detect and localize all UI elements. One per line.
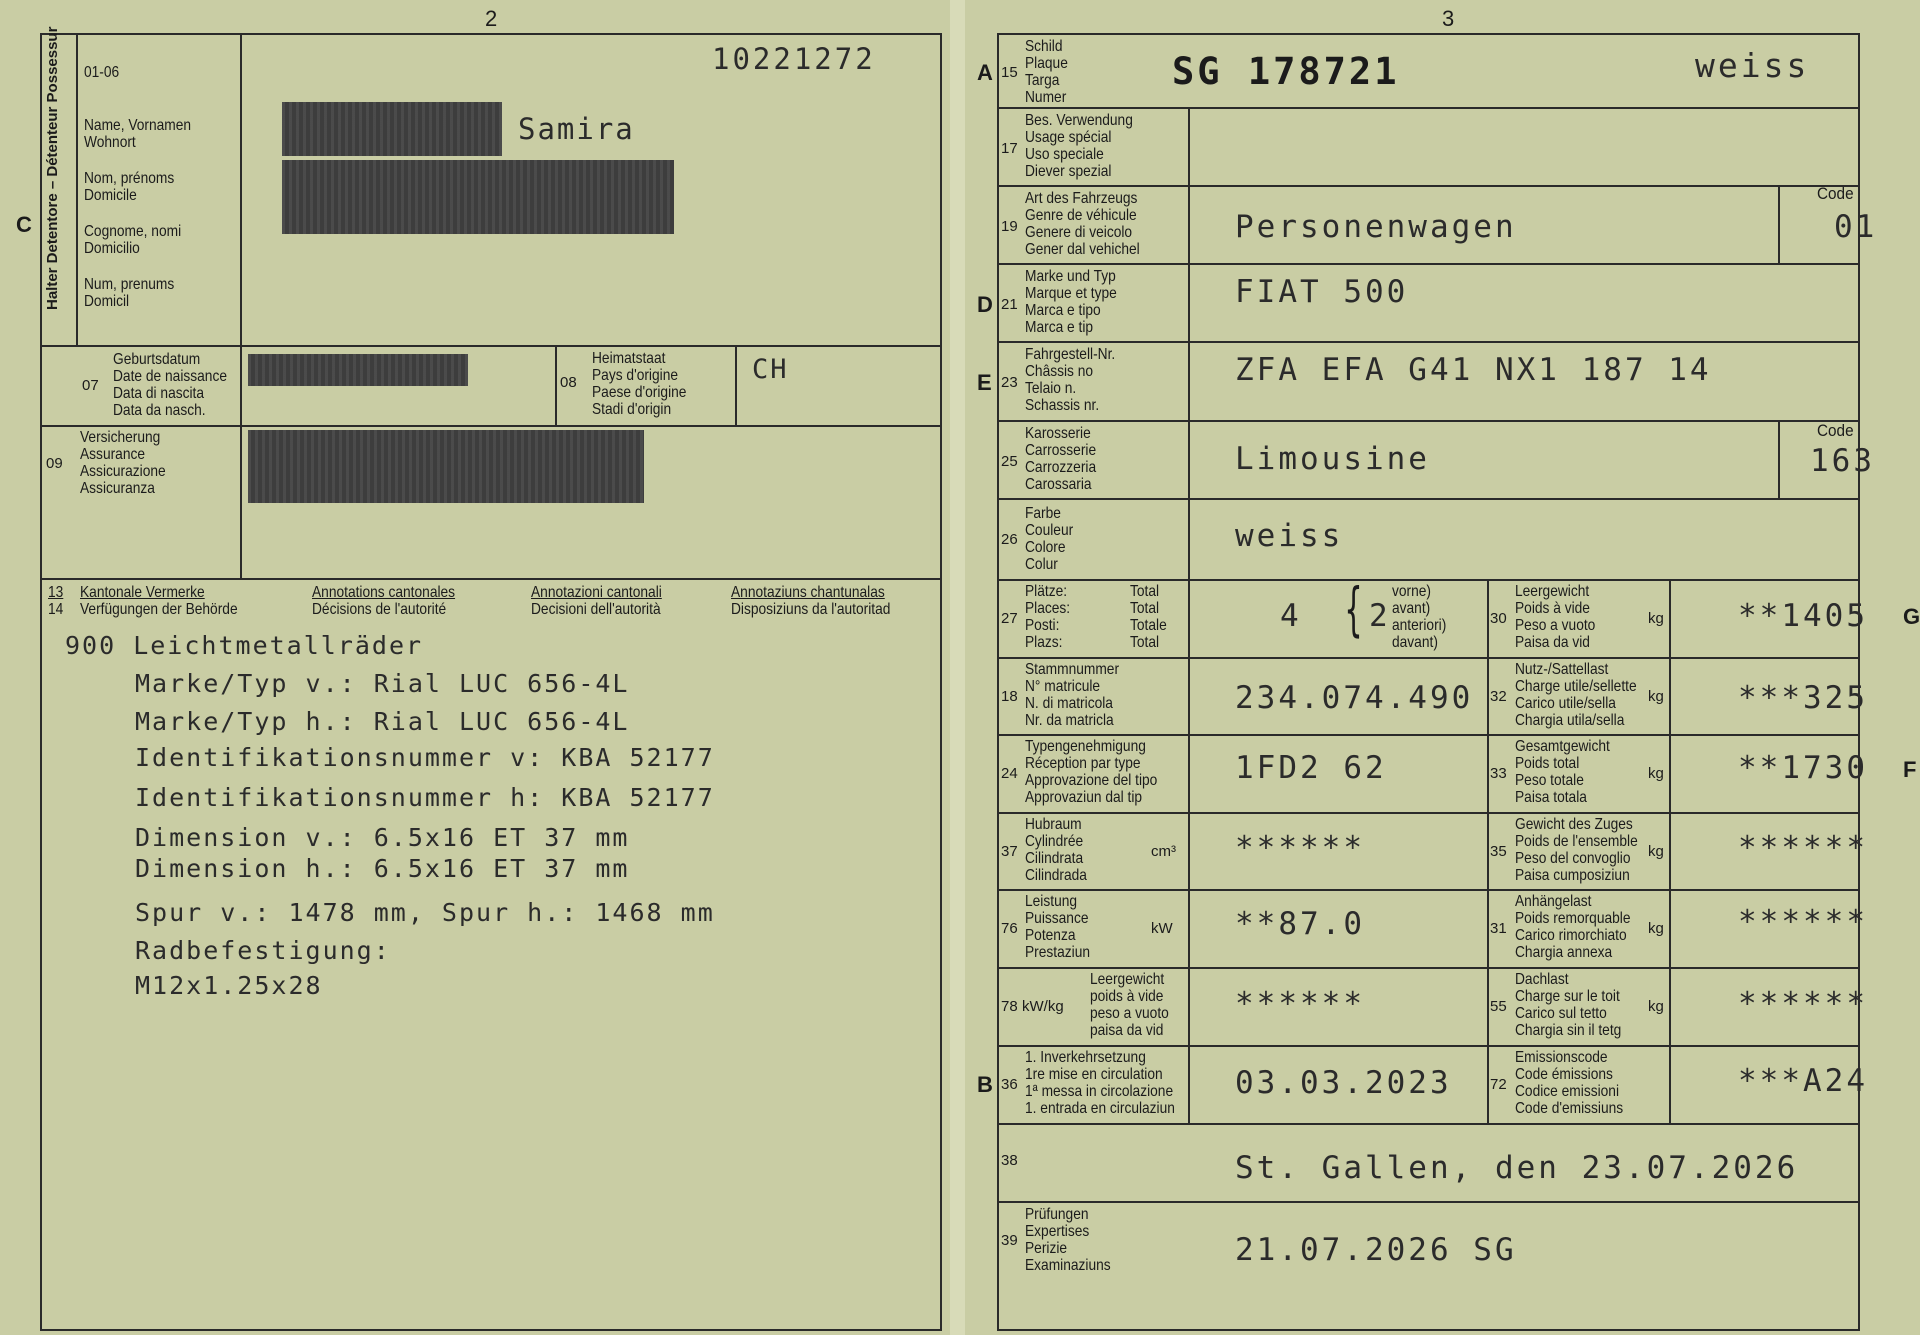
field-no-32: 32	[1490, 688, 1507, 705]
plate-color: weiss	[1695, 46, 1810, 85]
remarks-line: Dimension h.: 6.5x16 ET 37 mm	[135, 854, 630, 883]
field-no-30: 30	[1490, 610, 1507, 627]
side-letter-c: C	[16, 212, 32, 237]
field-no-18: 18	[1001, 688, 1018, 705]
vehicle-kind-value: Personenwagen	[1235, 209, 1517, 245]
insurance-labels: Versicherung Assurance Assicurazione Assicuranza	[80, 429, 166, 497]
trailer-load-value: ******	[1738, 904, 1868, 940]
first-registration-value: 03.03.2023	[1235, 1065, 1452, 1101]
total-weight-value: **1730	[1738, 750, 1868, 786]
letter-f: F	[1903, 757, 1917, 782]
field-no-76: 76	[1001, 920, 1018, 937]
right-page	[965, 0, 1920, 1335]
trailer-load-labels: Anhängelast Poids remorquable Carico rimorchiato Chargia annexa	[1515, 893, 1631, 961]
inspections-value: 21.07.2026 SG	[1235, 1232, 1517, 1268]
vehicle-kind-labels: Art des Fahrzeugs Genre de véhicule Genere di veicolo Gener dal vehichel	[1025, 190, 1140, 258]
kw-per-kg-unit: kW/kg	[1022, 998, 1064, 1015]
remarks-numbers: 13 14	[48, 584, 64, 618]
field-no-55: 55	[1490, 998, 1507, 1015]
emission-code-value: ***A24	[1738, 1063, 1868, 1099]
roof-load-unit: kg	[1648, 998, 1664, 1015]
page-number-left: 2	[485, 6, 498, 31]
vehicle-kind-code-label: Code	[1817, 184, 1854, 203]
letter-d: D	[977, 292, 993, 317]
total-weight-unit: kg	[1648, 765, 1664, 782]
field-no-72: 72	[1490, 1076, 1507, 1093]
seats-brace: {	[1344, 575, 1363, 643]
remarks-col-fr: Annotations cantonales Décisions de l'autorité	[312, 584, 456, 618]
plate-number: SG 178721	[1172, 50, 1400, 93]
chassis-number: ZFA EFA G41 NX1 187 14	[1235, 352, 1712, 388]
remarks-line: Radbefestigung:	[135, 936, 391, 965]
chassis-labels: Fahrgestell-Nr. Châssis no Telaio n. Schassis nr.	[1025, 346, 1116, 414]
remarks-col-de: Kantonale Vermerke Verfügungen der Behörde	[80, 584, 238, 618]
seats-total-labels: Total Total Totale Total	[1130, 583, 1167, 651]
inspections-labels: Prüfungen Expertises Perizie Examinaziuns	[1025, 1206, 1111, 1274]
plate-labels: Schild Plaque Targa Numer	[1025, 38, 1068, 106]
field-no-78: 78	[1001, 998, 1018, 1015]
color-value: weiss	[1235, 518, 1344, 554]
payload-unit: kg	[1648, 688, 1664, 705]
seats-labels: Plätze: Places: Posti: Plazs:	[1025, 583, 1071, 651]
first-registration-labels: 1. Inverkehrsetzung 1re mise en circulation 1ª messa in circolazione 1. entrada en circulaziun	[1025, 1049, 1175, 1117]
body-labels: Karosserie Carrosserie Carrozzeria Carossaria	[1025, 425, 1097, 493]
letter-b: B	[977, 1072, 993, 1097]
body-code-label: Code	[1817, 421, 1854, 440]
field-no-37: 37	[1001, 843, 1018, 860]
kw-per-kg-labels: Leergewicht poids à vide peso a vuoto paisa da vid	[1090, 971, 1169, 1039]
field-no-26: 26	[1001, 531, 1018, 548]
birth-labels: Geburtsdatum Date de naissance Data di nascita Data da nasch.	[113, 351, 227, 419]
payload-labels: Nutz-/Sattellast Charge utile/sellette Carico utile/sella Chargia utila/sella	[1515, 661, 1637, 729]
field-no-39: 39	[1001, 1232, 1018, 1249]
train-weight-labels: Gewicht des Zuges Poids de l'ensemble Peso del convoglio Paisa cumposiziun	[1515, 816, 1638, 884]
letter-g: G	[1903, 604, 1920, 629]
matriculation-value: 234.074.490	[1235, 680, 1474, 716]
remarks-line: Marke/Typ v.: Rial LUC 656-4L	[135, 669, 630, 698]
insurance-field-no: 09	[46, 455, 63, 472]
power-value: **87.0	[1235, 906, 1365, 942]
redacted-birth-date	[248, 354, 468, 386]
make-type-labels: Marke und Typ Marque et type Marca e tipo Marca e tip	[1025, 268, 1117, 336]
origin-value: CH	[752, 354, 789, 385]
power-unit: kW	[1151, 920, 1173, 937]
seats-front: 2	[1369, 598, 1391, 634]
holder-labels: Name, Vornamen Wohnort Nom, prénoms Domicile Cognome, nomi Domicilio Num, prenums Domicil	[84, 117, 192, 310]
matriculation-labels: Stammnummer N° matricule N. di matricola Nr. da matricla	[1025, 661, 1120, 729]
displacement-unit: cm³	[1151, 843, 1176, 860]
remarks-line: Dimension v.: 6.5x16 ET 37 mm	[135, 823, 630, 852]
remarks-line: Identifikationsnummer v: KBA 52177	[135, 743, 715, 772]
empty-weight-labels: Leergewicht Poids à vide Peso a vuoto Paisa da vid	[1515, 583, 1596, 651]
field-no-35: 35	[1490, 843, 1507, 860]
field-no-27: 27	[1001, 610, 1018, 627]
field-no-24: 24	[1001, 765, 1018, 782]
trailer-load-unit: kg	[1648, 920, 1664, 937]
train-weight-unit: kg	[1648, 843, 1664, 860]
field-no-23: 23	[1001, 374, 1018, 391]
holder-first-name: Samira	[518, 112, 635, 146]
letter-e: E	[977, 370, 992, 395]
field-no-17: 17	[1001, 140, 1018, 157]
field-no-21: 21	[1001, 296, 1018, 313]
left-page	[0, 0, 950, 1335]
seats-front-labels: vorne) avant) anteriori) davant)	[1392, 583, 1447, 651]
make-type-value: FIAT 500	[1235, 274, 1409, 310]
total-weight-labels: Gesamtgewicht Poids total Peso totale Paisa totala	[1515, 738, 1610, 806]
type-approval-labels: Typengenehmigung Réception par type Approvazione del tipo Approvaziun dal tip	[1025, 738, 1158, 806]
roof-load-labels: Dachlast Charge sur le toit Carico sul tetto Chargia sin il tetg	[1515, 971, 1622, 1039]
body-code: 163	[1810, 443, 1875, 479]
page-number-right: 3	[1442, 6, 1455, 31]
power-labels: Leistung Puissance Potenza Prestaziun	[1025, 893, 1091, 961]
field-no-25: 25	[1001, 453, 1018, 470]
field-no-36: 36	[1001, 1076, 1018, 1093]
field-no-19: 19	[1001, 218, 1018, 235]
remarks-line: M12x1.25x28	[135, 971, 323, 1000]
empty-weight-value: **1405	[1738, 598, 1868, 634]
color-labels: Farbe Couleur Colore Colur	[1025, 505, 1074, 573]
train-weight-value: ******	[1738, 830, 1868, 866]
remarks-line: Identifikationsnummer h: KBA 52177	[135, 783, 715, 812]
letter-a: A	[977, 60, 993, 85]
holder-label-code: 01-06	[84, 64, 120, 81]
empty-weight-unit: kg	[1648, 610, 1664, 627]
origin-labels: Heimatstaat Pays d'origine Paese d'origine Stadi d'origin	[592, 350, 687, 418]
field-no-33: 33	[1490, 765, 1507, 782]
redacted-insurance	[248, 430, 644, 503]
field-no-31: 31	[1490, 920, 1507, 937]
field-no-15: 15	[1001, 64, 1018, 81]
holder-vertical-label: Halter Detentore – Détenteur Possessur	[44, 26, 61, 310]
document-number: 10221272	[712, 42, 876, 76]
origin-field-no: 08	[560, 374, 577, 391]
issue-place-date: St. Gallen, den 23.07.2026	[1235, 1150, 1799, 1186]
kw-per-kg-value: ******	[1235, 986, 1365, 1022]
remarks-col-rm: Annotaziuns chantunalas Disposiziuns da l'autoritad	[731, 584, 891, 618]
redacted-holder-name	[282, 102, 502, 156]
displacement-value: ******	[1235, 830, 1365, 866]
vehicle-kind-code: 01	[1834, 209, 1878, 245]
emission-code-labels: Emissionscode Code émissions Codice emissioni Code d'emissiuns	[1515, 1049, 1624, 1117]
payload-value: ***325	[1738, 680, 1868, 716]
type-approval-value: 1FD2 62	[1235, 750, 1387, 786]
body-value: Limousine	[1235, 441, 1430, 477]
field-no-38: 38	[1001, 1152, 1018, 1169]
remarks-line: Marke/Typ h.: Rial LUC 656-4L	[135, 707, 630, 736]
displacement-labels: Hubraum Cylindrée Cilindrata Cilindrada	[1025, 816, 1087, 884]
remarks-line: Spur v.: 1478 mm, Spur h.: 1468 mm	[135, 898, 715, 927]
roof-load-value: ******	[1738, 986, 1868, 1022]
seats-total: 4	[1280, 598, 1302, 634]
remarks-col-it: Annotazioni cantonali Decisioni dell'autorità	[531, 584, 662, 618]
special-use-labels: Bes. Verwendung Usage spécial Uso speciale Diever spezial	[1025, 112, 1133, 180]
redacted-holder-address	[282, 160, 674, 234]
birth-field-no: 07	[82, 377, 99, 394]
remarks-line: 900 Leichtmetallräder	[65, 631, 424, 660]
